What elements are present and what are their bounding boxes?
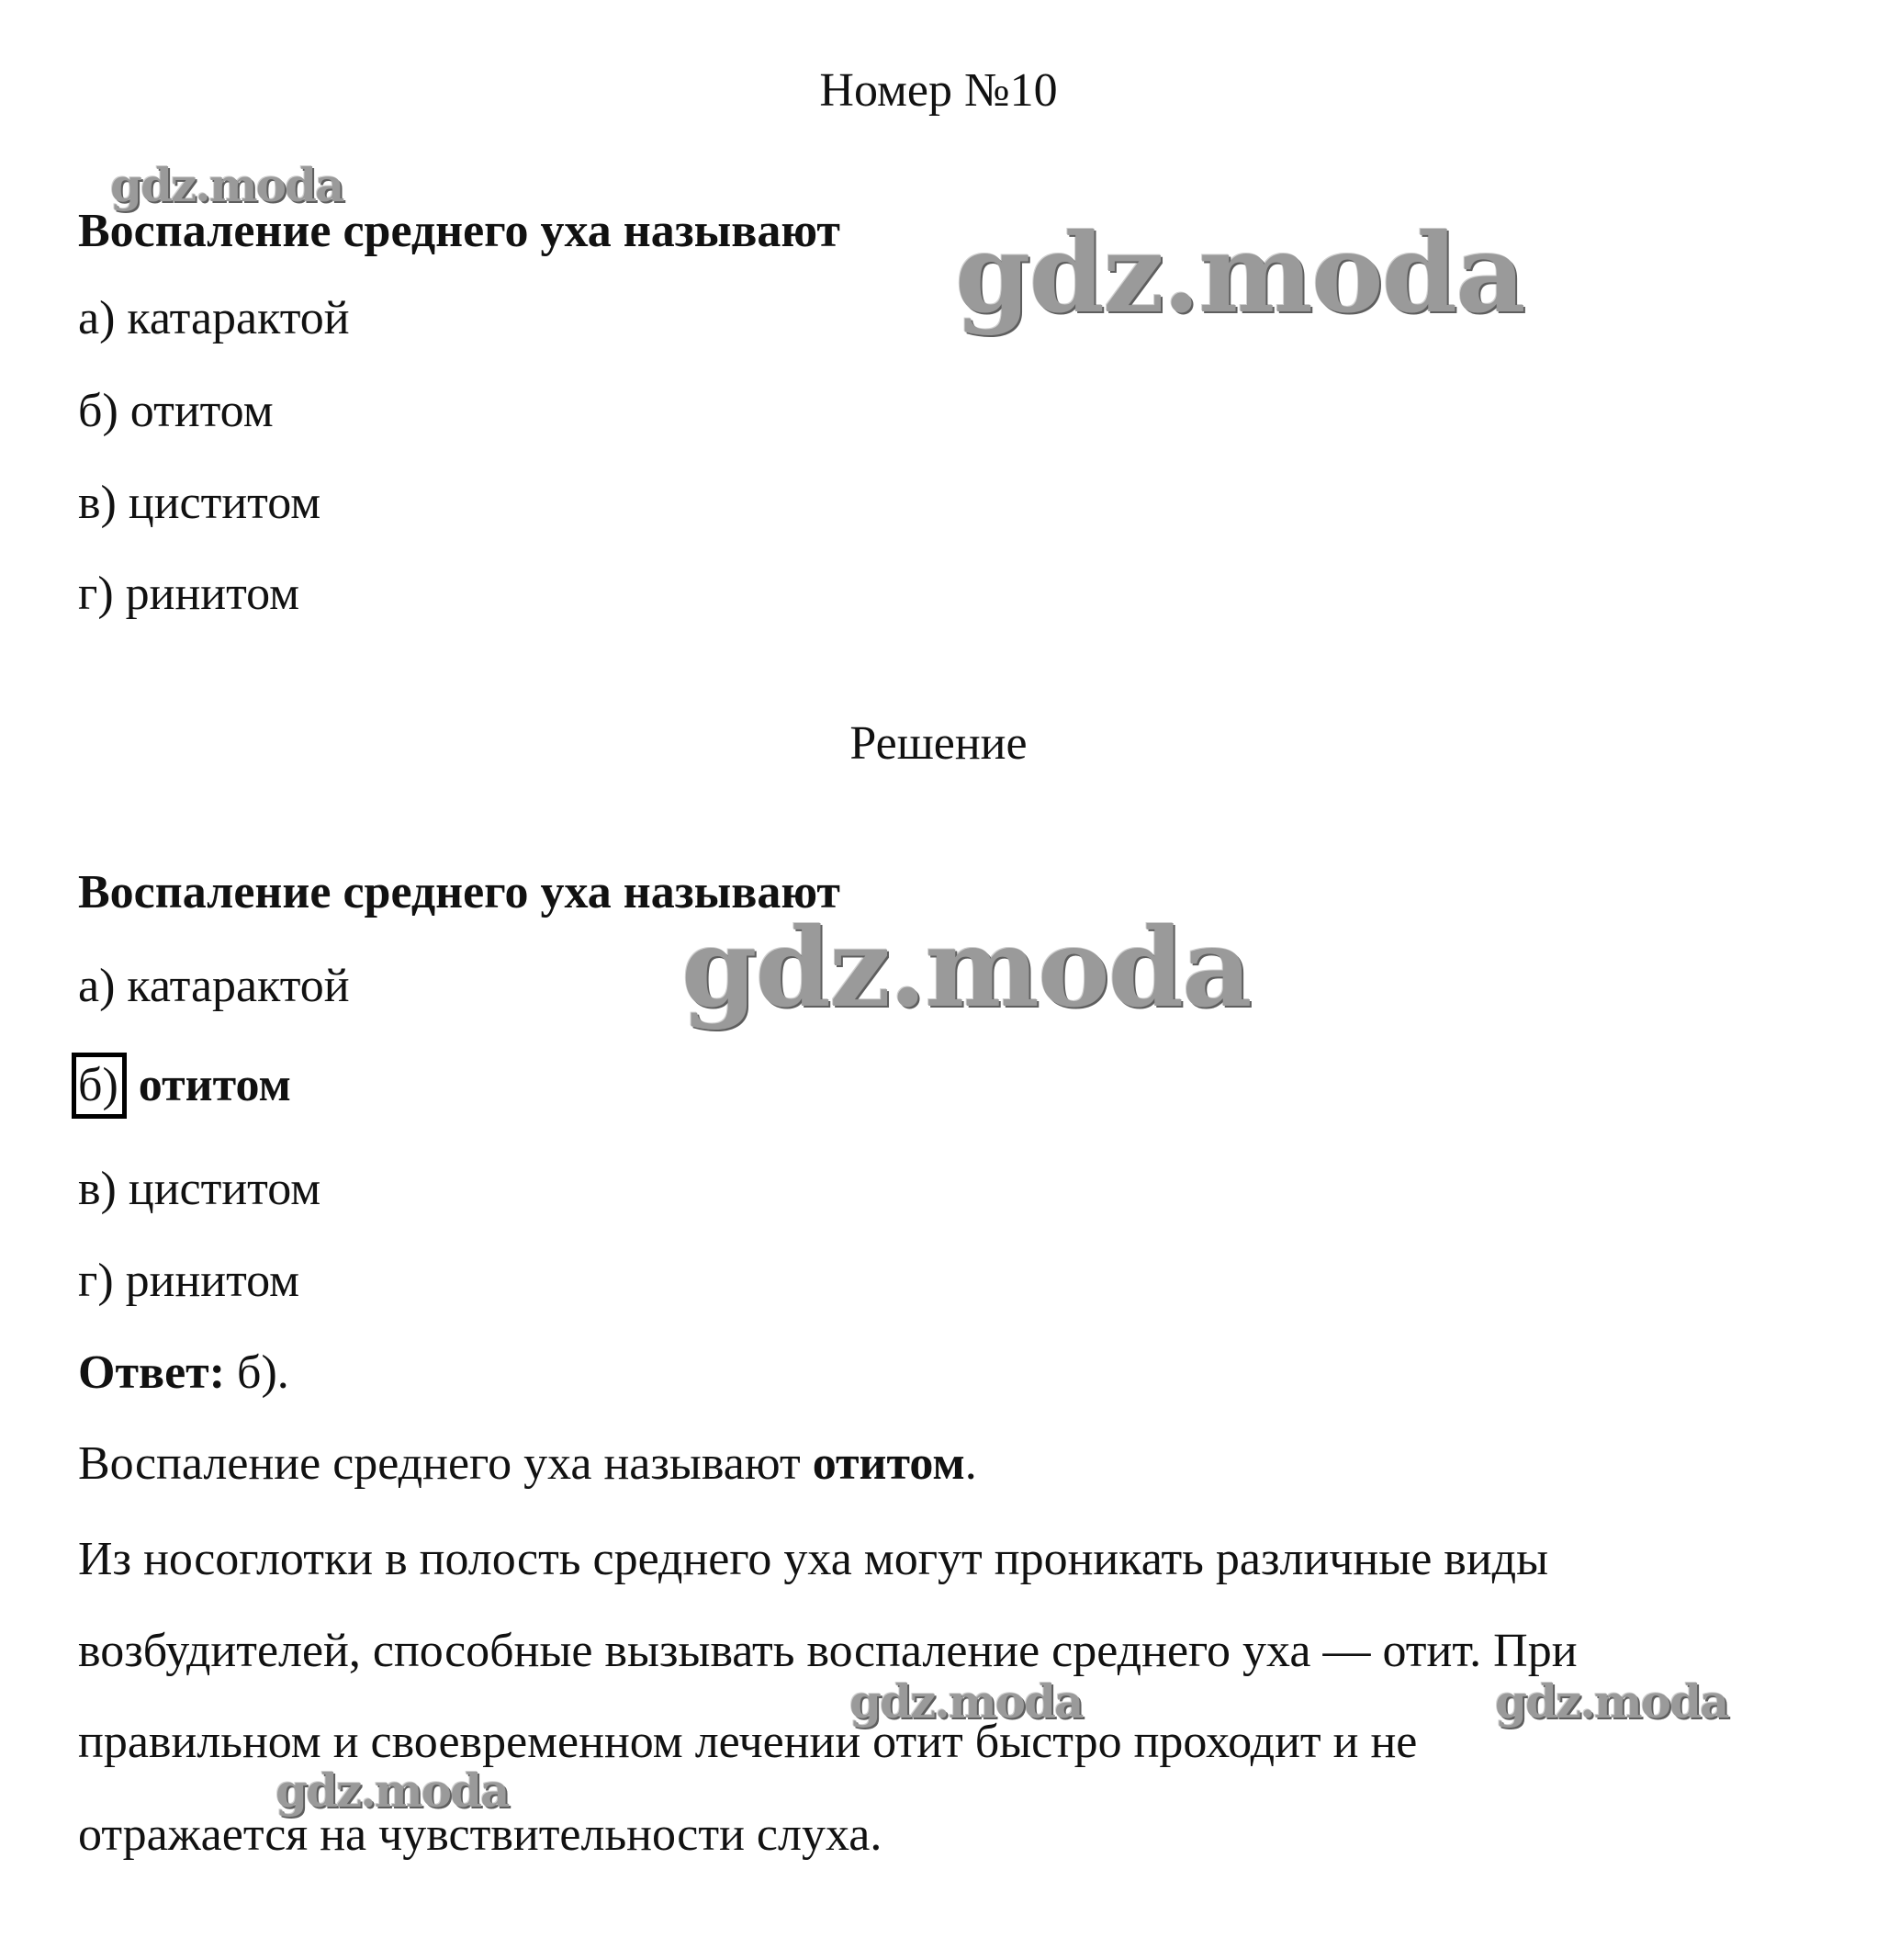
watermark: gdz.moda bbox=[1495, 1674, 1728, 1729]
explanation-bold: отитом bbox=[812, 1437, 965, 1490]
solution-option-a: а) катарактой bbox=[78, 960, 350, 1012]
watermark: gdz.moda bbox=[849, 1674, 1083, 1729]
solution-heading: Решение bbox=[849, 717, 1028, 770]
solution-option-b bbox=[78, 1053, 291, 1119]
solution-option-c: в) циститом bbox=[78, 1163, 321, 1215]
solution-option-d: г) ринитом bbox=[78, 1255, 300, 1307]
paragraph-line: Из носоглотки в полость среднего уха могут проникать различные виды bbox=[78, 1533, 1549, 1585]
watermark: gdz.moda bbox=[110, 158, 343, 212]
explanation-prefix: Воспаление среднего уха называют bbox=[78, 1437, 813, 1490]
paragraph-line: правильном и своевременном лечении отит быстро проходит и не bbox=[78, 1716, 1418, 1768]
option-a: а) катарактой bbox=[78, 292, 350, 344]
question-text: Воспаление среднего уха называют bbox=[78, 205, 840, 257]
answer-label: Ответ: bbox=[78, 1346, 226, 1399]
page-title: Номер №10 bbox=[819, 64, 1058, 117]
watermark: gdz.moda bbox=[275, 1763, 509, 1818]
explanation-line bbox=[78, 1436, 977, 1493]
option-b: б) отитом bbox=[78, 385, 274, 437]
paragraph-line: возбудителей, способные вызывать воспаление среднего уха — отит. При bbox=[78, 1625, 1578, 1677]
answer-line bbox=[78, 1345, 289, 1402]
paragraph-line: отражается на чувствительности слуха. bbox=[78, 1808, 882, 1861]
watermark: gdz.moda bbox=[955, 209, 1524, 337]
solution-question-text: Воспаление среднего уха называют bbox=[78, 866, 840, 918]
option-d: г) ринитом bbox=[78, 568, 300, 620]
selected-answer-text: отитом bbox=[138, 1059, 291, 1111]
watermark: gdz.moda bbox=[681, 904, 1251, 1031]
answer-value: б). bbox=[225, 1346, 289, 1399]
selected-answer-marker: б) bbox=[72, 1053, 127, 1119]
explanation-suffix: . bbox=[964, 1437, 977, 1490]
option-c: в) циститом bbox=[78, 477, 321, 529]
